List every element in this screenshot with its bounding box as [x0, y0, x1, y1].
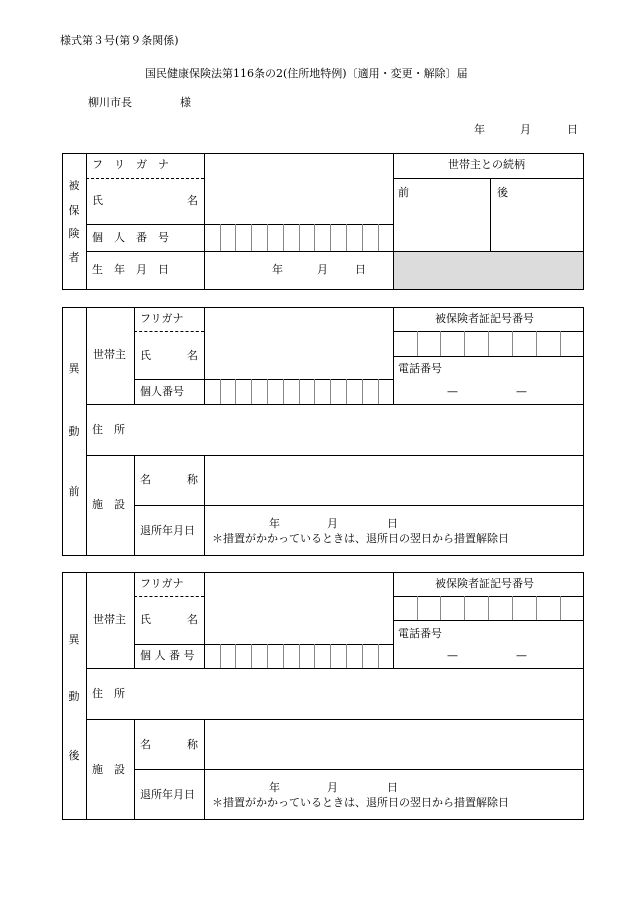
addressee-name: 柳川市長 [88, 96, 132, 109]
after-facility-name-label-1: 名 [140, 738, 151, 751]
after-side-label-3: 後 [68, 749, 80, 762]
after-leave-year: 年 [269, 781, 280, 794]
relation-header: 世帯主との続柄 [448, 158, 525, 171]
before-side-label-1: 異 [68, 362, 80, 375]
insured-name-label-2: 名 [187, 194, 198, 207]
form-number: 様式第３号(第９条関係) [60, 34, 179, 47]
relation-before-label: 前 [398, 186, 409, 199]
insured-side-label-1: 被 [68, 179, 80, 192]
birth-day: 日 [355, 263, 366, 276]
after-leave-month: 月 [327, 781, 338, 794]
after-phone-dash-2: — [516, 649, 527, 662]
before-leave-month: 月 [327, 517, 338, 530]
before-address-label: 住 所 [92, 423, 125, 436]
after-householder-label: 世帯主 [93, 613, 126, 626]
after-phone-label: 電話番号 [398, 627, 442, 640]
addressee-honorific: 様 [180, 96, 191, 109]
insured-side-label-4: 者 [68, 251, 80, 264]
before-side-label-2: 動 [68, 425, 80, 438]
after-leave-day: 日 [387, 781, 398, 794]
before-facility-name-label-2: 称 [187, 473, 198, 486]
before-leave-year: 年 [269, 517, 280, 530]
insured-side-label-2: 保 [68, 204, 80, 217]
before-leave-note: ＊措置がかかっているときは、退所日の翌日から措置解除日 [212, 532, 509, 545]
before-name-label-1: 氏 [140, 349, 151, 362]
insured-personal-no-label: 個 人 番 号 [92, 231, 169, 244]
submit-date-day: 日 [567, 123, 578, 136]
before-phone-dash-1: — [447, 385, 458, 398]
relation-after-label: 後 [497, 186, 508, 199]
before-insurance-card-header: 被保険者証記号番号 [435, 312, 534, 325]
after-personal-no-label: 個 人 番 号 [140, 649, 195, 662]
before-householder-label: 世帯主 [93, 348, 126, 361]
before-leave-date-label: 退所年月日 [140, 524, 195, 537]
before-phone-label: 電話番号 [398, 362, 442, 375]
after-name-label-2: 名 [187, 613, 198, 626]
insured-birth-label: 生 年 月 日 [92, 263, 169, 276]
submit-date-year: 年 [474, 123, 485, 136]
birth-month: 月 [317, 263, 328, 276]
after-facility-name-label-2: 称 [187, 738, 198, 751]
after-furigana-label: フリガナ [140, 577, 184, 590]
form-title: 国民健康保険法第116条の2(住所地特例)〔適用・変更・解除〕届 [145, 67, 468, 80]
relation-gray-cell [394, 251, 583, 289]
after-facility-label: 施 設 [92, 763, 125, 776]
before-side-label-3: 前 [68, 485, 80, 498]
insured-furigana-label: フ リ ガ ナ [92, 158, 169, 171]
after-leave-date-label: 退所年月日 [140, 788, 195, 801]
after-phone-dash-1: — [447, 649, 458, 662]
before-furigana-label: フリガナ [140, 312, 184, 325]
before-personal-no-label: 個人番号 [140, 385, 184, 398]
after-name-label-1: 氏 [140, 613, 151, 626]
birth-year: 年 [272, 263, 283, 276]
insured-name-label-1: 氏 [92, 194, 103, 207]
submit-date-month: 月 [520, 123, 531, 136]
before-leave-day: 日 [387, 517, 398, 530]
before-facility-label: 施 設 [92, 498, 125, 511]
after-leave-note: ＊措置がかかっているときは、退所日の翌日から措置解除日 [212, 796, 509, 809]
after-address-label: 住 所 [92, 687, 125, 700]
before-facility-name-label-1: 名 [140, 473, 151, 486]
after-side-label-2: 動 [68, 690, 80, 703]
before-phone-dash-2: — [516, 385, 527, 398]
after-insurance-card-header: 被保険者証記号番号 [435, 577, 534, 590]
before-name-label-2: 名 [187, 349, 198, 362]
after-side-label-1: 異 [68, 633, 80, 646]
insured-side-label-3: 険 [68, 227, 80, 240]
